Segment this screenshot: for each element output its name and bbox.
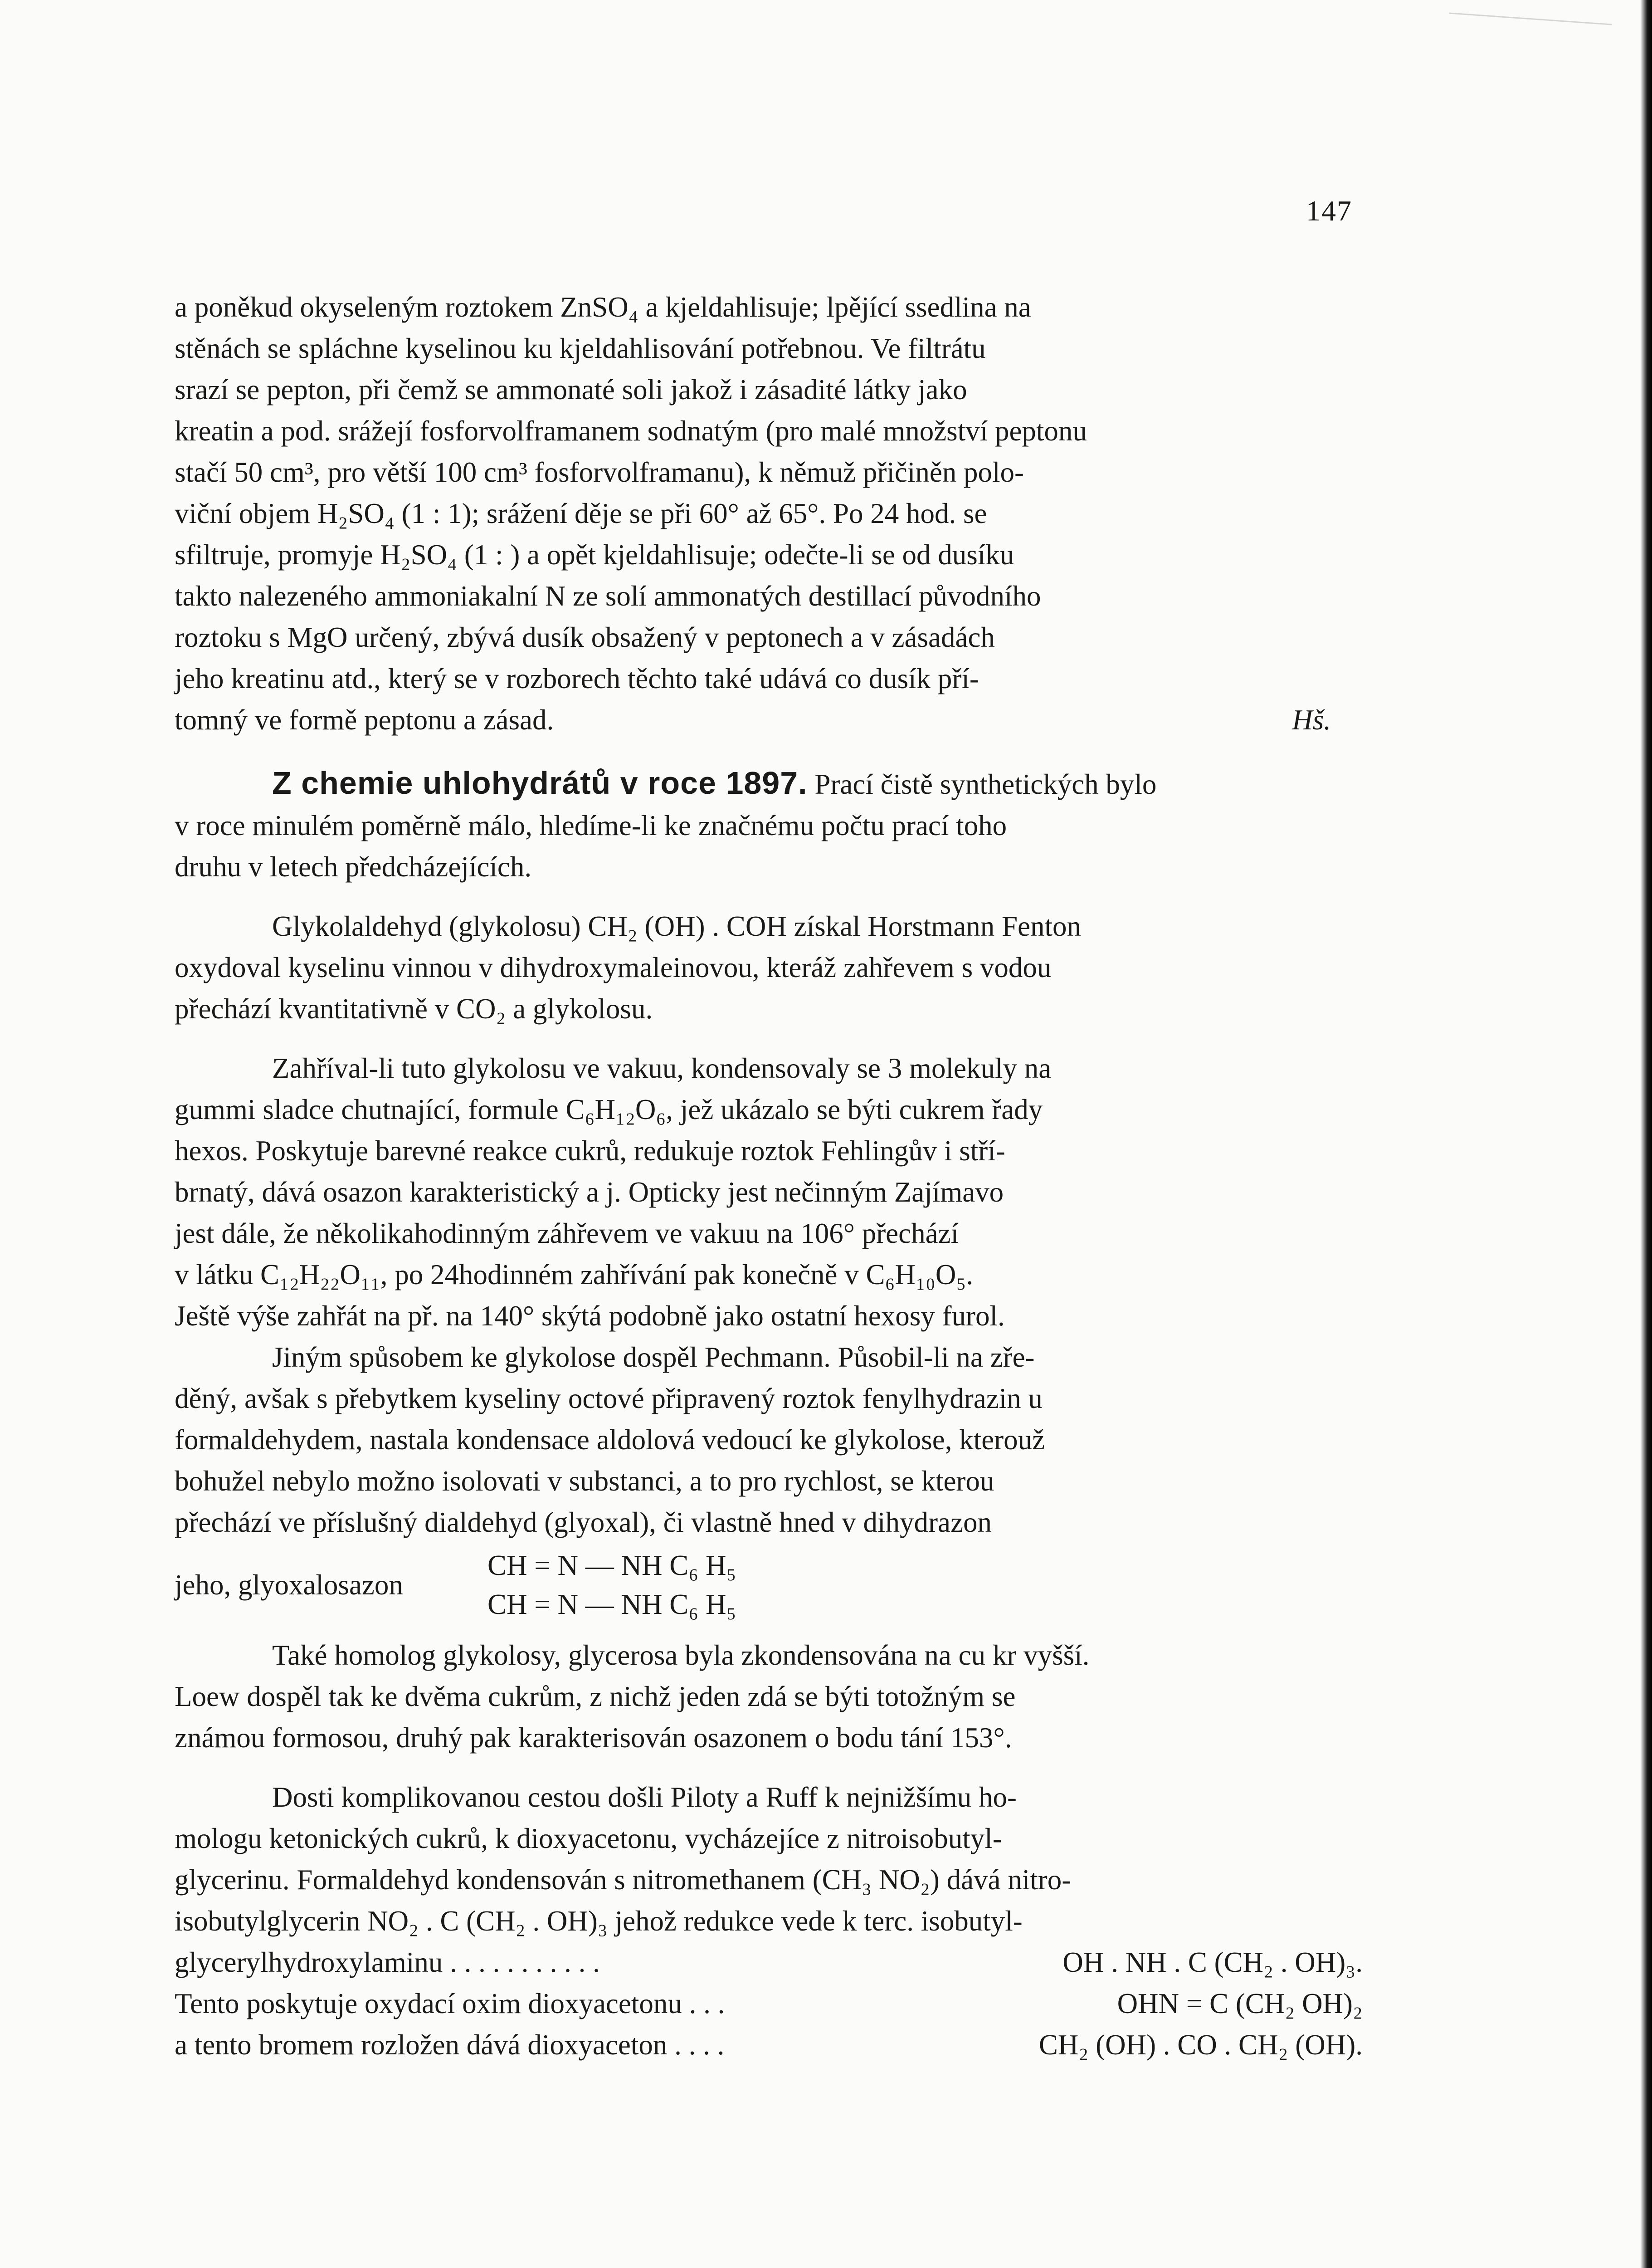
text-line: sfiltruje, promyje H₂SO₄ (1 : ) a opět kjeldahlisuje; odečte-li se od dusíku xyxy=(175,539,1014,571)
text-line: isobutylglycerin NO₂ . C (CH₂ . OH)₃ jehož redukce vede k terc. isobutyl- xyxy=(175,1905,1023,1937)
dotted-value: CH₂ (OH) . CO . CH₂ (OH). xyxy=(1038,2029,1363,2061)
dotted-lead: Tento poskytuje oxydací oxim dioxyacetonu . . . xyxy=(175,1988,725,2019)
text-line: gummi sladce chutnající, formule C₆H₁₂O₆, jež ukázalo se býti cukrem řady xyxy=(175,1094,1043,1125)
paragraph-1 xyxy=(175,287,1363,741)
text-line: Také homolog glykolosy, glycerosa byla zkondensována na cu kr vyšší. xyxy=(272,1639,1090,1671)
text-line: přechází ve příslušný dialdehyd (glyoxal), či vlastně hned v dihydrazon xyxy=(175,1506,992,1538)
text-line: hexos. Poskytuje barevné reakce cukrů, redukuje roztok Fehlingův i stří- xyxy=(175,1135,1005,1167)
text-line: oxydoval kyselinu vinnou v dihydroxymaleinovou, kteráž zahřevem s vodou xyxy=(175,952,1052,983)
paragraph-3 xyxy=(175,906,1363,1030)
text-line: stačí 50 cm³, pro větší 100 cm³ fosforvolframanu), k němuž přičiněn polo- xyxy=(175,456,1024,488)
paragraph-5 xyxy=(175,1337,1363,1543)
text-line: přechází kvantitativně v CO₂ a glykolosu. xyxy=(175,993,653,1025)
text-line: bohužel nebylo možno isolovati v substanci, a to pro rychlost, se kterou xyxy=(175,1465,994,1497)
text-line: Loew dospěl tak ke dvěma cukrům, z nichž jeden zdá se býti totožným se xyxy=(175,1681,1016,1712)
text-line: formaldehydem, nastala kondensace aldolová vedoucí ke glykolose, kterouž xyxy=(175,1424,1045,1456)
text-line: děný, avšak s přebytkem kyseliny octové připravený roztok fenylhydrazin u xyxy=(175,1383,1043,1414)
page-number: 147 xyxy=(1306,195,1352,227)
text-line: druhu v letech předcházejících. xyxy=(175,851,532,883)
dotted-value: OH . NH . C (CH₂ . OH)₃. xyxy=(1062,1946,1363,1978)
scan-mark xyxy=(1447,13,1612,53)
formula-lines xyxy=(487,1546,736,1624)
text-line: glycerinu. Formaldehyd kondensován s nitromethanem (CH₃ NO₂) dává nitro- xyxy=(175,1864,1072,1896)
text-line: Glykolaldehyd (glykolosu) CH₂ (OH) . COH získal Horstmann Fenton xyxy=(272,910,1082,942)
text-line: tomný ve formě peptonu a zásad. xyxy=(175,704,554,736)
paragraph-2 xyxy=(175,763,1363,888)
text-line: roztoku s MgO určený, zbývá dusík obsažený v peptonech a v zásadách xyxy=(175,621,995,653)
text-body xyxy=(175,287,1363,2066)
dotted-value: OHN = C (CH₂ OH)₂ xyxy=(1117,1988,1363,2019)
author-signature: Hš. xyxy=(1292,704,1331,736)
formula-label: jeho, glyoxalosazon xyxy=(175,1569,403,1601)
dotted-row xyxy=(175,2024,1363,2066)
text-line-last xyxy=(175,699,1363,741)
text-line: Ještě výše zahřát na př. na 140° skýtá podobně jako ostatní hexosy furol. xyxy=(175,1300,1005,1332)
dotted-lead: a tento bromem rozložen dává dioxyaceton . . . . xyxy=(175,2029,725,2061)
section-heading: Z chemie uhlohydrátů v roce 1897. xyxy=(272,765,808,801)
text-line: kreatin a pod. srážejí fosforvolframanem sodnatým (pro malé množství peptonu xyxy=(175,415,1087,447)
text-line: jeho kreatinu atd., který se v rozborech těchto také udává co dusík pří- xyxy=(175,663,979,694)
text-line: srazí se pepton, při čemž se ammonaté soli jakož i zásadité látky jako xyxy=(175,374,967,406)
dotted-lead: glycerylhydroxylaminu . . . . . . . . . . . xyxy=(175,1946,600,1978)
text-line: Zahříval-li tuto glykolosu ve vakuu, kondensovaly se 3 molekuly na xyxy=(272,1052,1052,1084)
dotted-row xyxy=(175,1983,1363,2024)
text-line: jest dále, že několikahodinným záhřevem ve vakuu na 106° přechází xyxy=(175,1217,959,1249)
dotted-row xyxy=(175,1942,1363,1983)
text-line: známou formosou, druhý pak karakterisován osazonem o bodu tání 153°. xyxy=(175,1722,1012,1754)
formula-line: CH = N — NH C₆ H₅ xyxy=(487,1549,736,1581)
formula-line: CH = N — NH C₆ H₅ xyxy=(487,1589,736,1620)
paragraph-6 xyxy=(175,1635,1363,1759)
text-line: Dosti komplikovanou cestou došli Piloty a Ruff k nejnižšímu ho- xyxy=(272,1781,1017,1813)
text-line: stěnách se spláchne kyselinou ku kjeldahlisování potřebnou. Ve filtrátu xyxy=(175,332,986,364)
text-line: brnatý, dává osazon karakteristický a j. Opticky jest nečinným Zajímavo xyxy=(175,1176,1004,1208)
scan-edge xyxy=(1640,0,1652,2268)
text-line: v látku C₁₂H₂₂O₁₁, po 24hodinném zahřívání pak konečně v C₆H₁₀O₅. xyxy=(175,1259,974,1290)
glyoxalosazon-formula xyxy=(175,1546,1363,1624)
text-line: Prací čistě synthetických bylo xyxy=(814,768,1157,800)
text-line: v roce minulém poměrně málo, hledíme-li ke značnému počtu prací toho xyxy=(175,810,1007,841)
text-line: viční objem H₂SO₄ (1 : 1); srážení děje se při 60° až 65°. Po 24 hod. se xyxy=(175,498,987,529)
paragraph-4 xyxy=(175,1048,1363,1337)
paragraph-7 xyxy=(175,1777,1363,2066)
text-line: Jiným spůsobem ke glykolose dospěl Pechmann. Působil-li na zře- xyxy=(272,1341,1035,1373)
text-line: takto nalezeného ammoniakalní N ze solí ammonatých destillací původního xyxy=(175,580,1041,612)
section-heading-line xyxy=(175,763,1363,805)
text-line: mologu ketonických cukrů, k dioxyacetonu, vycházejíce z nitroisobutyl- xyxy=(175,1823,1002,1854)
text-line: a poněkud okyseleným roztokem ZnSO₄ a kjeldahlisuje; lpějící ssedlina na xyxy=(175,291,1031,323)
